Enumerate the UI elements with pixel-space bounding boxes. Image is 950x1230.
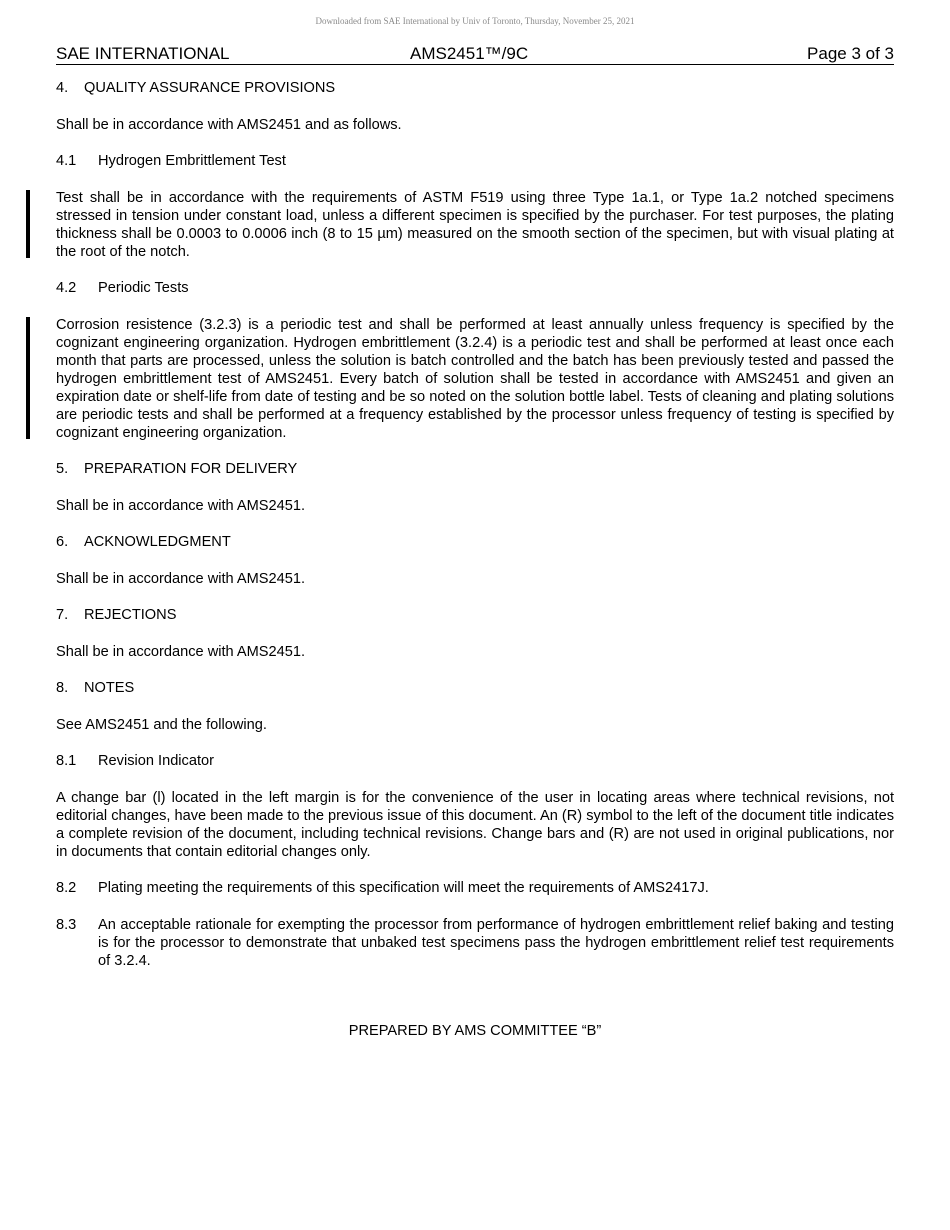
section-4-heading	[56, 79, 894, 97]
section-title: NOTES	[84, 680, 135, 696]
section-8-text: See AMS2451 and the following.	[56, 716, 267, 733]
section-number: 5.	[56, 461, 69, 477]
section-8-heading	[56, 679, 894, 697]
section-number: 6.	[56, 534, 69, 550]
section-title: QUALITY ASSURANCE PROVISIONS	[84, 80, 336, 96]
section-7-text: Shall be in accordance with AMS2451.	[56, 643, 306, 660]
change-bar-4-2	[26, 317, 30, 439]
section-title: Periodic Tests	[98, 280, 189, 296]
section-number: 8.1	[56, 753, 77, 769]
section-5-text: Shall be in accordance with AMS2451.	[56, 497, 306, 514]
section-number: 8.	[56, 680, 69, 696]
section-4-2-heading	[56, 279, 894, 297]
section-title: ACKNOWLEDGMENT	[84, 534, 231, 550]
section-number: 8.3	[56, 916, 77, 933]
section-number: 4.2	[56, 280, 77, 296]
section-4-1-text: Test shall be in accordance with the requirements of ASTM F519 using three Type 1a.1, or Type 1a.2 notched specimens stressed in tension under constant load, unless a different specimen is specified by the purchaser. For test purposes, the plating thickness shall be 0.0003 to 0.0006 inch (8 to 15 µm) measured on the smooth section of the specimen, but with visual plating at the root of the notch.	[56, 189, 894, 260]
document-body	[56, 79, 894, 970]
section-number: 7.	[56, 607, 69, 623]
header-organization: SAE INTERNATIONAL	[56, 44, 230, 63]
section-8-2-text: Plating meeting the requirements of this specification will meet the requirements of AMS2417J.	[98, 880, 709, 896]
section-4-1-heading	[56, 152, 894, 170]
section-4-2-text: Corrosion resistence (3.2.3) is a periodic test and shall be performed at least annually unless frequency is specified by the cognizant engineering organization. Hydrogen embrittlement (3.2.4) is a periodic test and shall be performed at least once each month that parts are processed, unless the solution is batch controlled and the batch has been previously tested and passed the hydrogen embrittlement test of AMS2451. Every batch of solution shall be tested in accordance with AMS2451 and given an expiration date or shelf-life from date of testing and be so noted on the solution bottle label. Tests of cleaning and plating solutions are periodic tests and shall be performed at a frequency established by the processor unless frequency of testing is specified by cognizant engineering organization.	[56, 316, 894, 441]
section-8-1-heading	[56, 752, 894, 770]
header-document-number: AMS2451™/9C	[410, 44, 529, 63]
section-title: PREPARATION FOR DELIVERY	[84, 461, 298, 477]
download-note: Downloaded from SAE International by Univ of Toronto, Thursday, November 25, 2021	[315, 16, 635, 26]
section-number: 8.2	[56, 880, 77, 896]
section-6-heading	[56, 533, 894, 551]
section-7-heading	[56, 606, 894, 624]
section-number: 4.1	[56, 153, 77, 169]
prepared-by: PREPARED BY AMS COMMITTEE “B”	[348, 1023, 602, 1039]
header-page-number: Page 3 of 3	[807, 44, 894, 63]
section-8-1-text: A change bar (l) located in the left margin is for the convenience of the user in locating areas where technical revisions, not editorial changes, have been made to the previous issue of this document. An (R) symbol to the left of the document title indicates a complete revision of the document, including technical revisions. Change bars and (R) are not used in original publications, nor in documents that contain editorial changes only.	[56, 789, 894, 860]
section-title: Hydrogen Embrittlement Test	[98, 153, 286, 169]
page-header	[56, 44, 894, 65]
section-4-text: Shall be in accordance with AMS2451 and as follows.	[56, 116, 402, 133]
section-8-3-text: An acceptable rationale for exempting the processor from performance of hydrogen embrittlement relief baking and testing is for the processor to demonstrate that unbaked test specimens pass the hydrogen embrittlement relief test requirements of 3.2.4.	[98, 916, 894, 969]
section-title: Revision Indicator	[98, 753, 214, 769]
section-5-heading	[56, 460, 894, 478]
section-title: REJECTIONS	[84, 607, 177, 623]
section-number: 4.	[56, 80, 69, 96]
change-bar-4-1	[26, 190, 30, 258]
section-6-text: Shall be in accordance with AMS2451.	[56, 570, 306, 587]
section-8-3	[56, 916, 894, 970]
section-8-2	[56, 879, 894, 897]
